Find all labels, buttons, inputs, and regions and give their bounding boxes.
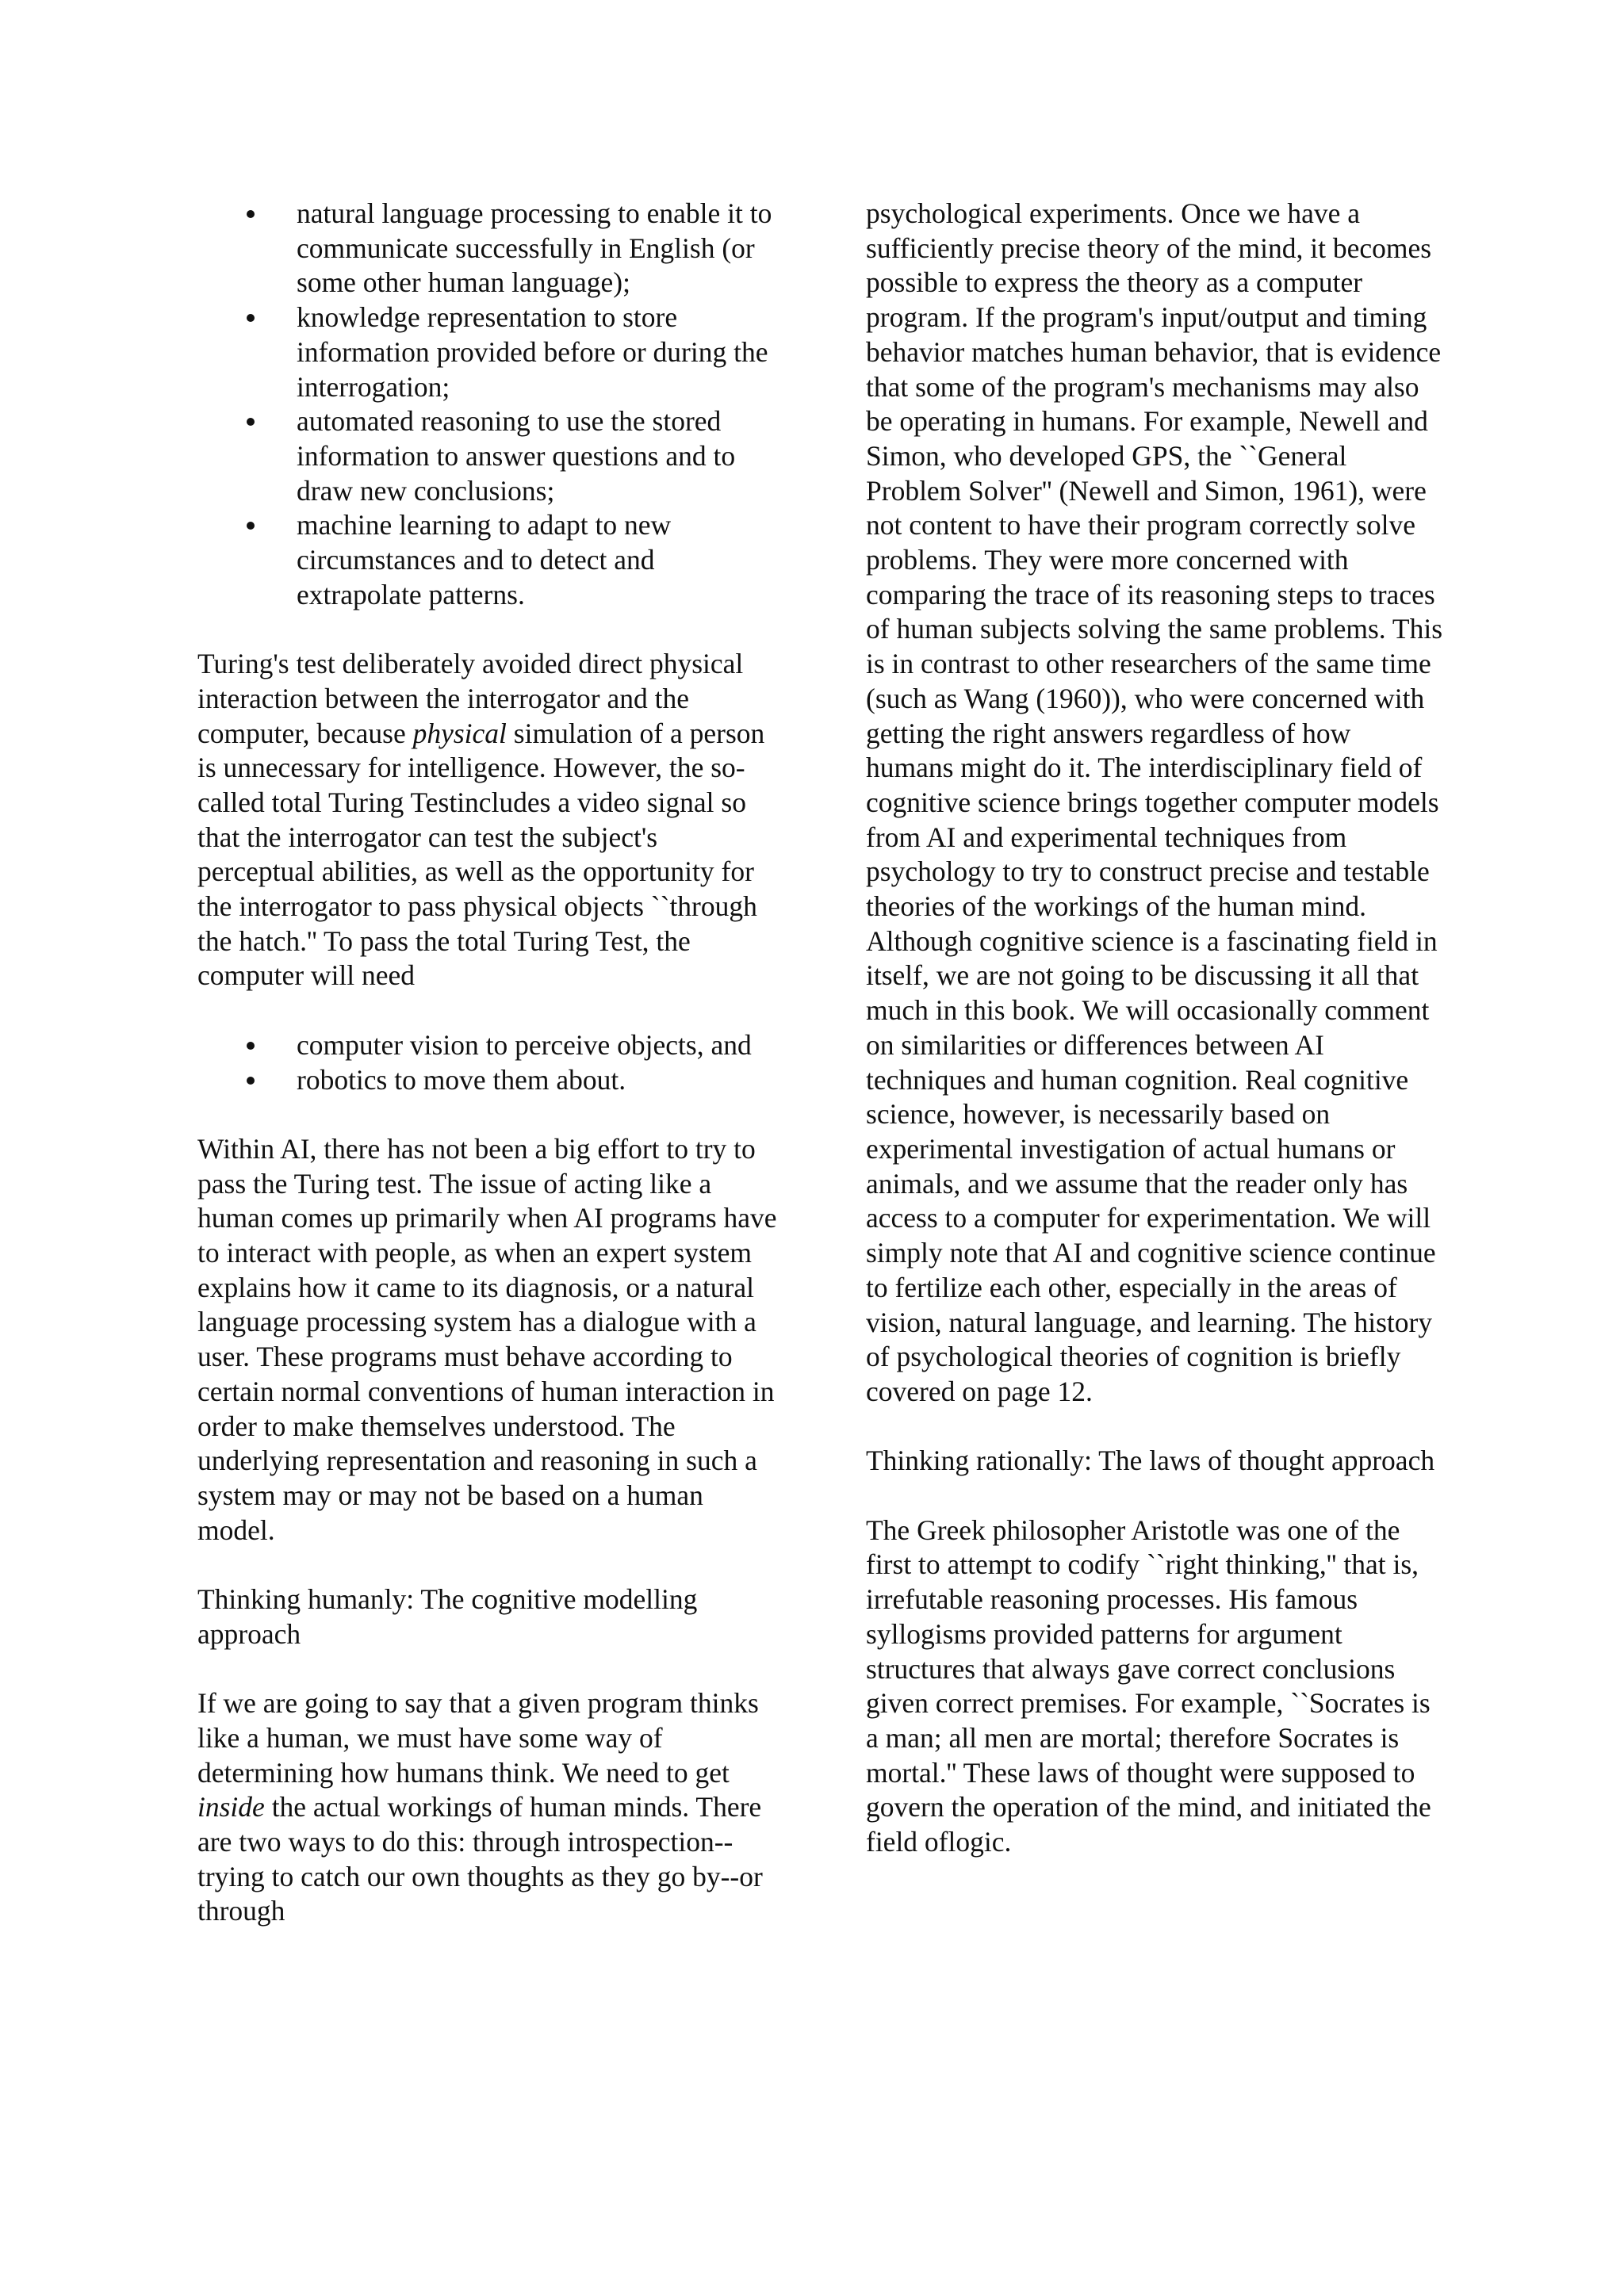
bullet-icon [247, 418, 255, 426]
bullet-icon [247, 210, 255, 218]
paragraph-inside: If we are going to say that a given program thinks like a human, we must have some way of determining how humans think. We need to get inside the actual workings of human minds. There are two ways to do this: through introspection--trying to catch our own thoughts as they go by--or through [197, 1687, 763, 1927]
total-turing-list [197, 1028, 780, 1097]
list-item: robotics to move them about. [297, 1063, 780, 1098]
emphasis-physical: physical [412, 717, 507, 749]
paragraph-turing-test: Turing's test deliberately avoided direct physical interaction between the interrogator and the computer, because physical simulation of a person is unnecessary for intelligence. However, the so-called total Turing Testincludes a video signal so that the interrogator can test the subject's perceptual abilities, as well as the opportunity for the interrogator to pass physical objects ``through the hatch.'' To pass the total Turing Test, the computer will need [197, 648, 765, 992]
paragraph-experiments: psychological experiments. Once we have a sufficiently precise theory of the mind, it becomes possible to express the theory as a computer program. If the program's input/output and timing behavior matches human behavior, that is evidence that some of the program's mechanisms may also be operating in humans. For example, Newell and Simon, who developed GPS, the ``General Problem Solver'' (Newell and Simon, 1961), were not content to have their program correctly solve problems. They were more concerned with comparing the trace of its reasoning steps to traces of human subjects solving the same problems. This is in contrast to other researchers of the same time (such as Wang (1960)), who were concerned with getting the right answers regardless of how humans might do it. The interdisciplinary field of cognitive science brings together computer models from AI and experimental techniques from psychology to try to construct precise and testable theories of the workings of the human mind. Although cognitive science is a fascinating field in itself, we are not going to be discussing it all that much in this book. We will occasionally comment on similarities or differences between AI techniques and human cognition. Real cognitive science, however, is necessarily based on experimental investigation of actual humans or animals, and we assume that the reader only has access to a computer for experimentation. We will simply note that AI and cognitive science continue to fertilize each other, especially in the areas of vision, natural language, and learning. The history of psychological theories of cognition is briefly covered on page 12. [866, 197, 1443, 1407]
list-item: machine learning to adapt to new circumstances and to detect and extrapolate patterns. [297, 508, 780, 612]
list-item: natural language processing to enable it to communicate successfully in English (or some other human language); [297, 197, 780, 300]
paragraph-aristotle: The Greek philosopher Aristotle was one of the first to attempt to codify ``right thinking,'' that is, irrefutable reasoning processes. His famous syllogisms provided patterns for argument structures that always gave correct conclusions given correct premises. For example, ``Socrates is a man; all men are mortal; therefore Socrates is mortal.'' These laws of thought were supposed to govern the operation of the mind, and initiated the field oflogic. [866, 1513, 1431, 1858]
requirements-list [197, 197, 780, 612]
bullet-icon [247, 522, 255, 530]
paragraph-within-ai: Within AI, there has not been a big effort to try to pass the Turing test. The issue of acting like a human comes up primarily when AI programs have to interact with people, as when an expert system explains how it came to its diagnosis, or a natural language processing system has a dialogue with a user. These programs must behave according to certain normal conventions of human interaction in order to make themselves understood. The underlying representation and reasoning in such a system may or may not be based on a human model. [197, 1132, 777, 1546]
list-item: knowledge representation to store information provided before or during the interrogation; [297, 300, 780, 404]
bullet-icon [247, 314, 255, 322]
right-column [866, 197, 1445, 1894]
section-heading-thinking-humanly: Thinking humanly: The cognitive modelling approach [197, 1583, 698, 1650]
bullet-icon [247, 1042, 255, 1050]
section-heading-thinking-rationally: Thinking rationally: The laws of thought approach [866, 1445, 1435, 1477]
left-column [197, 197, 780, 1964]
emphasis-inside: inside [197, 1791, 265, 1823]
list-item: automated reasoning to use the stored information to answer questions and to draw new conclusions; [297, 404, 780, 508]
bullet-icon [247, 1077, 255, 1085]
list-item: computer vision to perceive objects, and [297, 1028, 780, 1063]
